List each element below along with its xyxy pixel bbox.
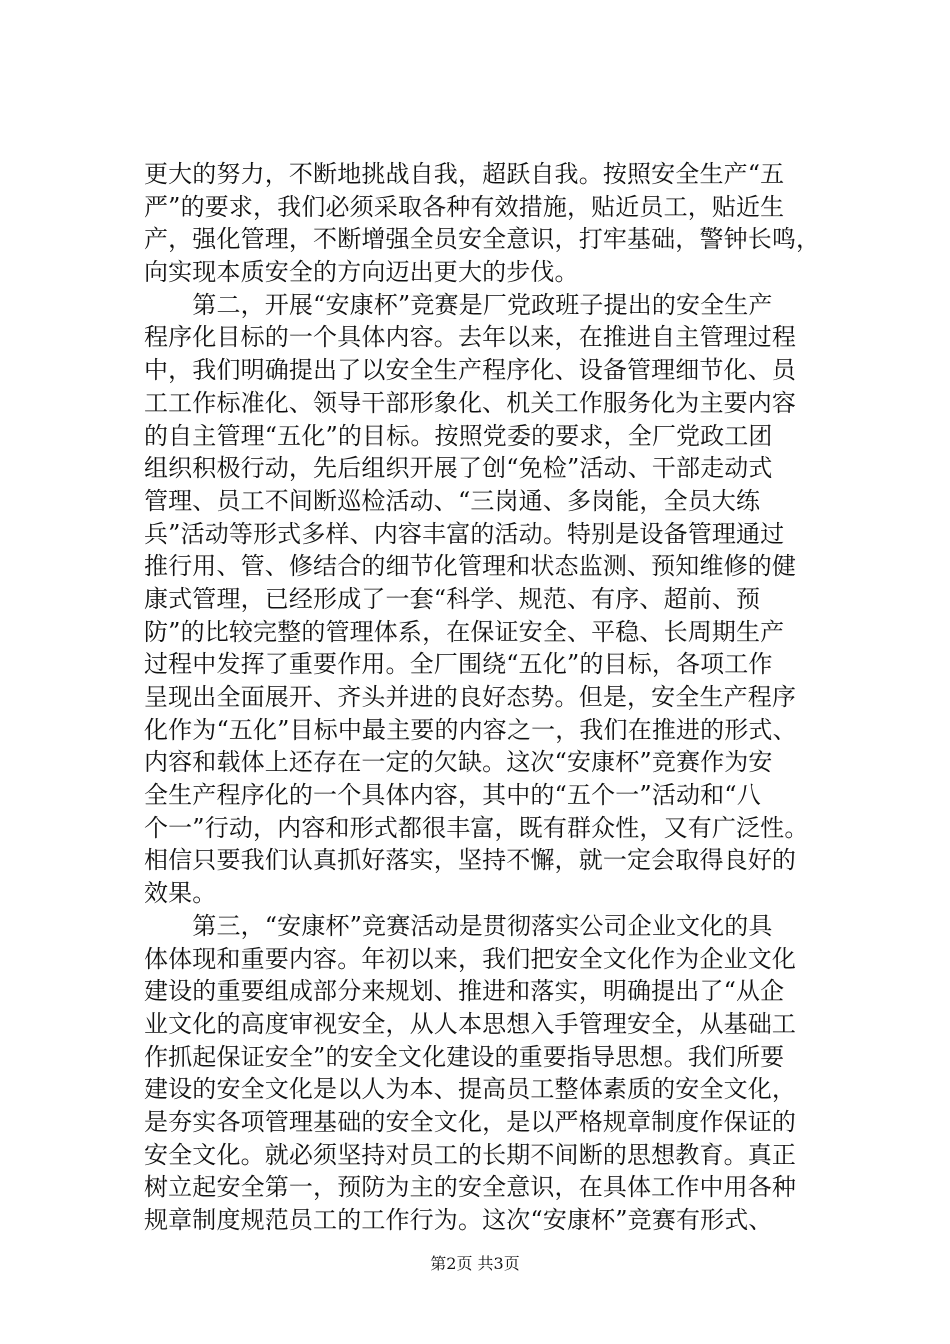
- text-line: 业文化的高度审视安全，从人本思想入手管理安全，从基础工: [144, 1009, 797, 1038]
- page-number-label: 第2页 共3页: [430, 1254, 520, 1273]
- text-line: 推行用、管、修结合的细节化管理和状态监测、预知维修的健: [144, 552, 797, 581]
- text-line: 组织积极行动，先后组织开展了创“免检”活动、干部走动式: [144, 454, 773, 483]
- text-line: 防”的比较完整的管理体系，在保证安全、平稳、长周期生产: [144, 617, 785, 646]
- text-line: 更大的努力，不断地挑战自我，超跃自我。按照安全生产“五: [144, 160, 785, 188]
- text-line: 严”的要求，我们必须采取各种有效措施，贴近员工，贴近生: [144, 192, 785, 221]
- text-line: 是夯实各项管理基础的安全文化，是以严格规章制度作保证的: [144, 1107, 797, 1136]
- text-line: 建设的安全文化是以人为本、提高员工整体素质的安全文化，: [144, 1075, 797, 1104]
- text-line: 程序化目标的一个具体内容。去年以来，在推进自主管理过程: [144, 323, 797, 352]
- text-line: 全生产程序化的一个具体内容，其中的“五个一”活动和“八: [144, 781, 761, 810]
- text-line: 树立起安全第一，预防为主的安全意识，在具体工作中用各种: [144, 1173, 797, 1202]
- text-line: 第三，“安康杯”竞赛活动是贯彻落实公司企业文化的具: [144, 911, 773, 940]
- text-line: 建设的重要组成部分来规划、推进和落实，明确提出了“从企: [144, 977, 785, 1006]
- text-line: 兵”活动等形式多样、内容丰富的活动。特别是设备管理通过: [144, 519, 785, 548]
- text-line: 康式管理，已经形成了一套“科学、规范、有序、超前、预: [144, 584, 761, 613]
- text-line: 相信只要我们认真抓好落实，坚持不懈，就一定会取得良好的: [144, 846, 797, 875]
- text-line: 管理、员工不间断巡检活动、“三岗通、多岗能，全员大练: [144, 486, 761, 515]
- text-line: 内容和载体上还存在一定的欠缺。这次“安康杯”竞赛作为安: [144, 748, 773, 777]
- text-line: 安全文化。就必须坚持对员工的长期不间断的思想教育。真正: [144, 1140, 797, 1169]
- text-line: 体体现和重要内容。年初以来，我们把安全文化作为企业文化: [144, 944, 797, 973]
- text-line: 第二，开展“安康杯”竞赛是厂党政班子提出的安全生产: [144, 290, 773, 319]
- text-line: 个一”行动，内容和形式都很丰富，既有群众性，又有广泛性。: [144, 813, 809, 842]
- page-footer: [0, 1254, 950, 1274]
- text-line: 效果。: [144, 879, 217, 908]
- text-line: 呈现出全面展开、齐头并进的良好态势。但是，安全生产程序: [144, 683, 797, 711]
- text-line: 规章制度规范员工的工作行为。这次“安康杯”竞赛有形式、: [144, 1206, 773, 1234]
- text-line: 工工作标准化、领导干部形象化、机关工作服务化为主要内容: [144, 388, 797, 417]
- text-line: 作抓起保证安全”的安全文化建设的重要指导思想。我们所要: [144, 1042, 785, 1071]
- text-line: 的自主管理“五化”的目标。按照党委的要求，全厂党政工团: [144, 421, 773, 450]
- text-line: 化作为“五化”目标中最主要的内容之一，我们在推进的形式、: [144, 715, 797, 744]
- text-line: 中，我们明确提出了以安全生产程序化、设备管理细节化、员: [144, 356, 797, 385]
- text-line: 产，强化管理，不断增强全员安全意识，打牢基础，警钟长鸣，: [144, 225, 821, 254]
- text-line: 向实现本质安全的方向迈出更大的步伐。: [144, 258, 579, 287]
- text-line: 过程中发挥了重要作用。全厂围绕“五化”的目标，各项工作: [144, 650, 773, 679]
- body-text: [144, 158, 820, 1237]
